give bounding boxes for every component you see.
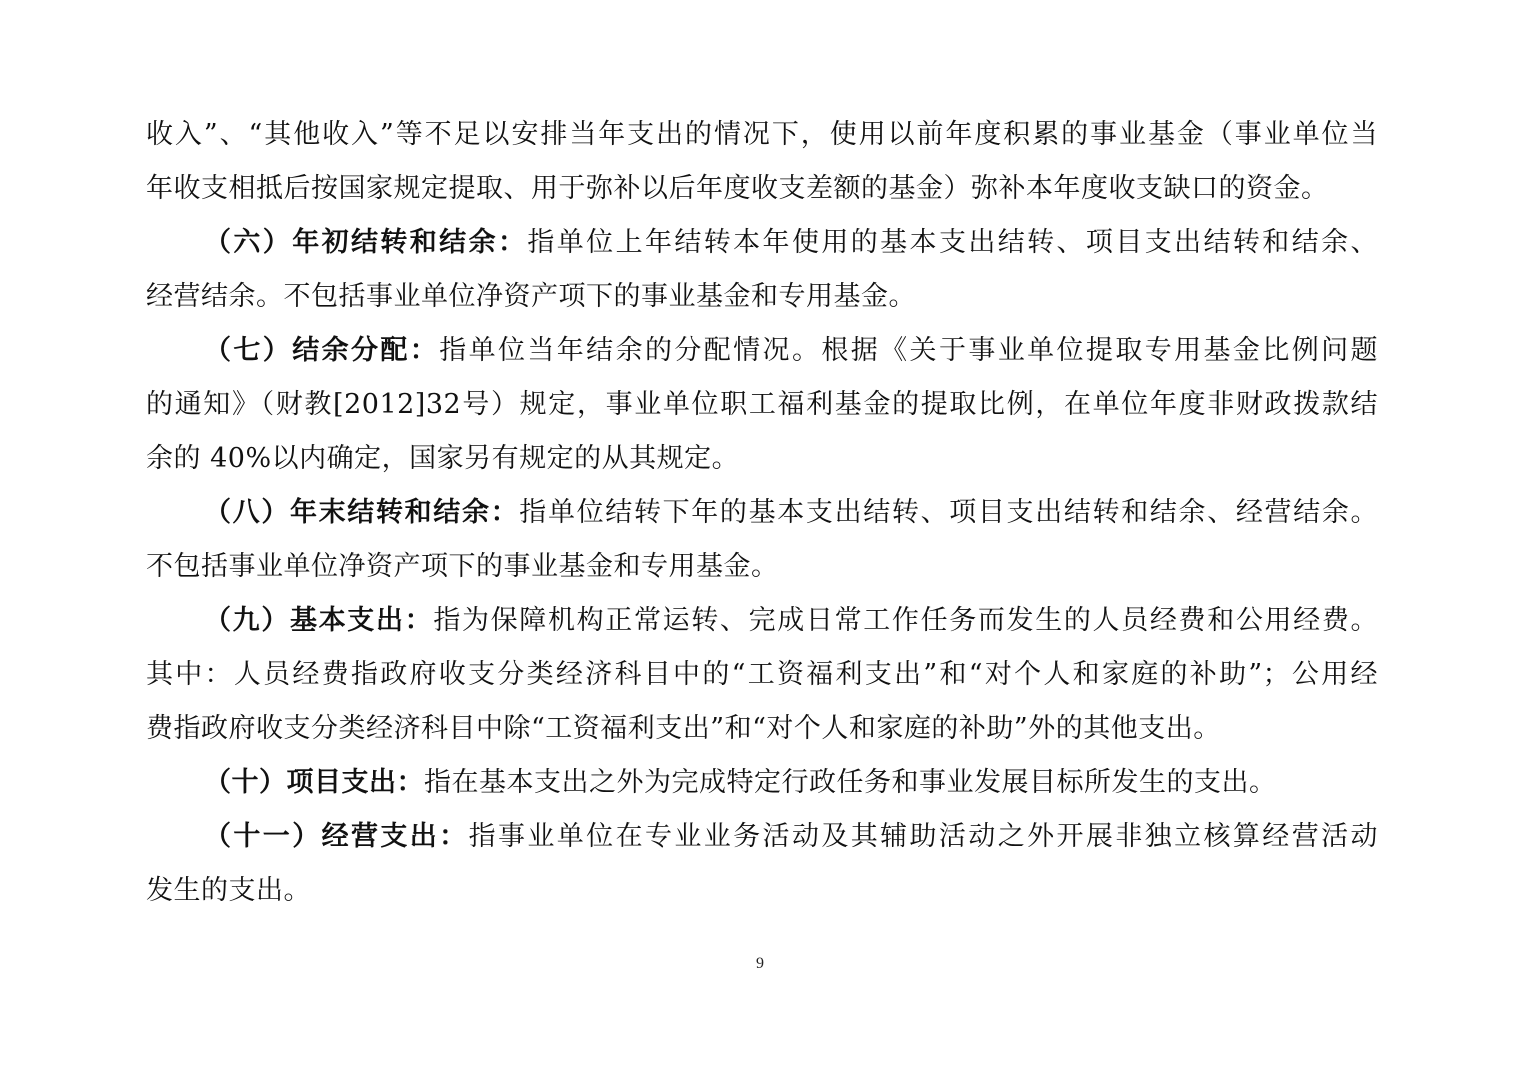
- paragraph-line: [146, 216, 1378, 270]
- term-heading: （十）项目支出：: [204, 767, 424, 798]
- paragraph-line: [146, 108, 1378, 162]
- paragraph-text: 指为保障机构正常运转、完成日常工作任务而发生的人员经费和公用经费。: [433, 605, 1378, 636]
- paragraph-line: [146, 540, 1378, 594]
- document-body: [146, 108, 1378, 918]
- page-number: 9: [756, 955, 764, 972]
- term-heading: （七）结余分配：: [204, 335, 440, 366]
- paragraph-line: [146, 594, 1378, 648]
- paragraph-text: 发生的支出。: [146, 875, 311, 906]
- paragraph-text: 余的 40%以内确定，国家另有规定的从其规定。: [146, 443, 740, 474]
- paragraph-text: 指单位结转下年的基本支出结转、项目支出结转和结余、经营结余。: [519, 497, 1378, 528]
- paragraph-text: 其中：人员经费指政府收支分类经济科目中的“工资福利支出”和“对个人和家庭的补助”；公用经: [146, 659, 1378, 690]
- term-heading: （九）基本支出：: [204, 605, 434, 636]
- paragraph-text: 收入”、“其他收入”等不足以安排当年支出的情况下，使用以前年度积累的事业基金（事业单位当: [146, 119, 1378, 150]
- paragraph-line: [146, 810, 1378, 864]
- paragraph-text: 费指政府收支分类经济科目中除“工资福利支出”和“对个人和家庭的补助”外的其他支出。: [146, 713, 1221, 744]
- paragraph-line: [146, 648, 1378, 702]
- term-heading: （六）年初结转和结余：: [204, 227, 528, 258]
- paragraph-text: 年收支相抵后按国家规定提取、用于弥补以后年度收支差额的基金）弥补本年度收支缺口的资金。: [146, 173, 1329, 204]
- paragraph-text: 经营结余。不包括事业单位净资产项下的事业基金和专用基金。: [146, 281, 916, 312]
- paragraph-line: [146, 324, 1378, 378]
- paragraph-text: 指事业单位在专业业务活动及其辅助活动之外开展非独立核算经营活动: [468, 821, 1378, 852]
- term-heading: （十一）经营支出：: [204, 821, 469, 852]
- paragraph-line: [146, 270, 1378, 324]
- paragraph-text: 指单位当年结余的分配情况。根据《关于事业单位提取专用基金比例问题: [439, 335, 1378, 366]
- paragraph-text: 指单位上年结转本年使用的基本支出结转、项目支出结转和结余、: [527, 227, 1378, 258]
- paragraph-line: [146, 756, 1378, 810]
- paragraph-line: [146, 702, 1378, 756]
- paragraph-line: [146, 864, 1378, 918]
- paragraph-text: 指在基本支出之外为完成特定行政任务和事业发展目标所发生的支出。: [424, 767, 1277, 798]
- paragraph-line: [146, 486, 1378, 540]
- paragraph-line: [146, 162, 1378, 216]
- paragraph-text: 的通知》（财教[2012]32号）规定，事业单位职工福利基金的提取比例，在单位年度非财政拨款结: [146, 389, 1378, 420]
- paragraph-line: [146, 378, 1378, 432]
- paragraph-line: [146, 432, 1378, 486]
- paragraph-text: 不包括事业单位净资产项下的事业基金和专用基金。: [146, 551, 779, 582]
- term-heading: （八）年末结转和结余：: [204, 497, 520, 528]
